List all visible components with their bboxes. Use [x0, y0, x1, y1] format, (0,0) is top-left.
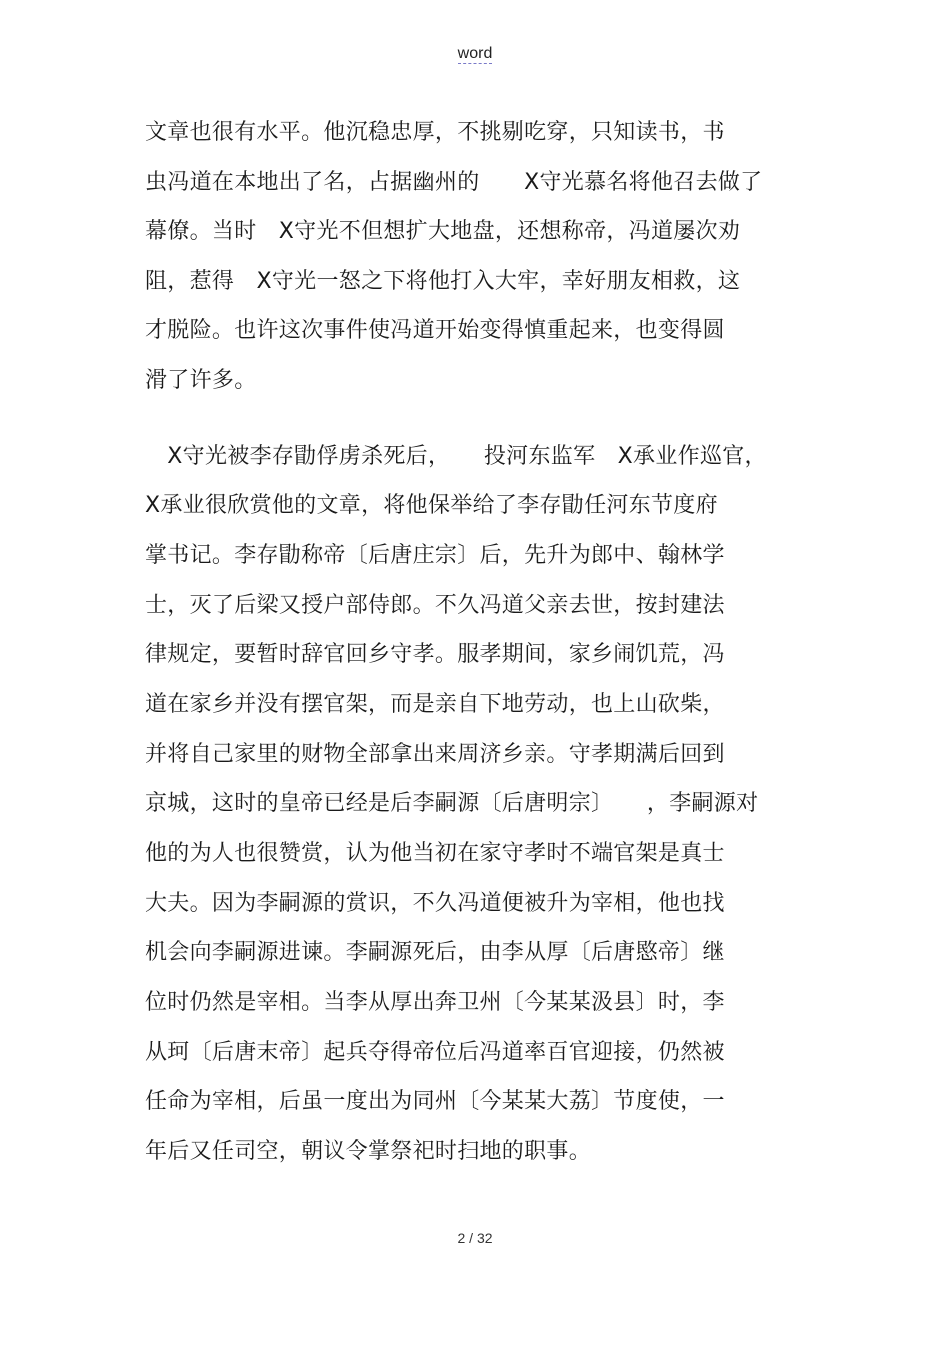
text-line: 士，灭了后梁又授户部侍郎。不久冯道父亲去世，按封建法: [145, 593, 725, 618]
text-line: 年后又任司空，朝议令掌祭祀时扫地的职事。: [145, 1139, 592, 1164]
text-line: 从珂〔后唐末帝〕起兵夺得帝位后冯道率百官迎接，仍然被: [145, 1040, 725, 1065]
text-line: 掌书记。李存勖称帝〔后唐庄宗〕后，先升为郎中、翰林学: [145, 543, 725, 568]
text-line: X承业很欣赏他的文章，将他保举给了李存勖任河东节度府: [145, 493, 718, 518]
text-line: 他的为人也很赞赏，认为他当初在家守孝时不端官架是真士: [145, 841, 725, 866]
text-line: 才脱险。也许这次事件使冯道开始变得慎重起来，也变得圆: [145, 318, 725, 343]
text-line: 京城，这时的皇帝已经是后李嗣源〔后唐明宗〕 ，李嗣源对: [145, 791, 759, 816]
text-line: 滑了许多。: [145, 368, 257, 393]
page-indicator: 2 / 32: [457, 1230, 493, 1246]
text-line: 阻，惹得 X守光一怒之下将他打入大牢，幸好朋友相救，这: [145, 269, 741, 294]
text-line: 机会向李嗣源进谏。李嗣源死后，由李从厚〔后唐愍帝〕继: [145, 940, 725, 965]
text-line: 律规定，要暂时辞官回乡守孝。服孝期间，家乡闹饥荒，冯: [145, 642, 725, 667]
text-line: 幕僚。当时 X守光不但想扩大地盘，还想称帝，冯道屡次劝: [145, 219, 741, 244]
text-line: 文章也很有水平。他沉稳忠厚，不挑剔吃穿，只知读书，书: [145, 120, 725, 145]
text-line: 位时仍然是宰相。当李从厚出奔卫州〔今某某汲县〕时，李: [145, 990, 725, 1015]
text-line: X守光被李存勖俘虏杀死后， 投河东监军 X承业作巡官，: [145, 444, 767, 469]
text-line: 并将自己家里的财物全部拿出来周济乡亲。守孝期满后回到: [145, 742, 725, 767]
text-line: 任命为宰相，后虽一度出为同州〔今某某大荔〕节度使，一: [145, 1089, 725, 1114]
page-header: [0, 44, 950, 64]
text-line: 虫冯道在本地出了名，占据幽州的 X守光慕名将他召去做了: [145, 170, 763, 195]
text-line: 道在家乡并没有摆官架，而是亲自下地劳动，也上山砍柴，: [145, 692, 725, 717]
text-line: 大夫。因为李嗣源的赏识，不久冯道便被升为宰相，他也找: [145, 891, 725, 916]
page-footer: [0, 1229, 950, 1247]
header-title: word: [457, 45, 493, 62]
